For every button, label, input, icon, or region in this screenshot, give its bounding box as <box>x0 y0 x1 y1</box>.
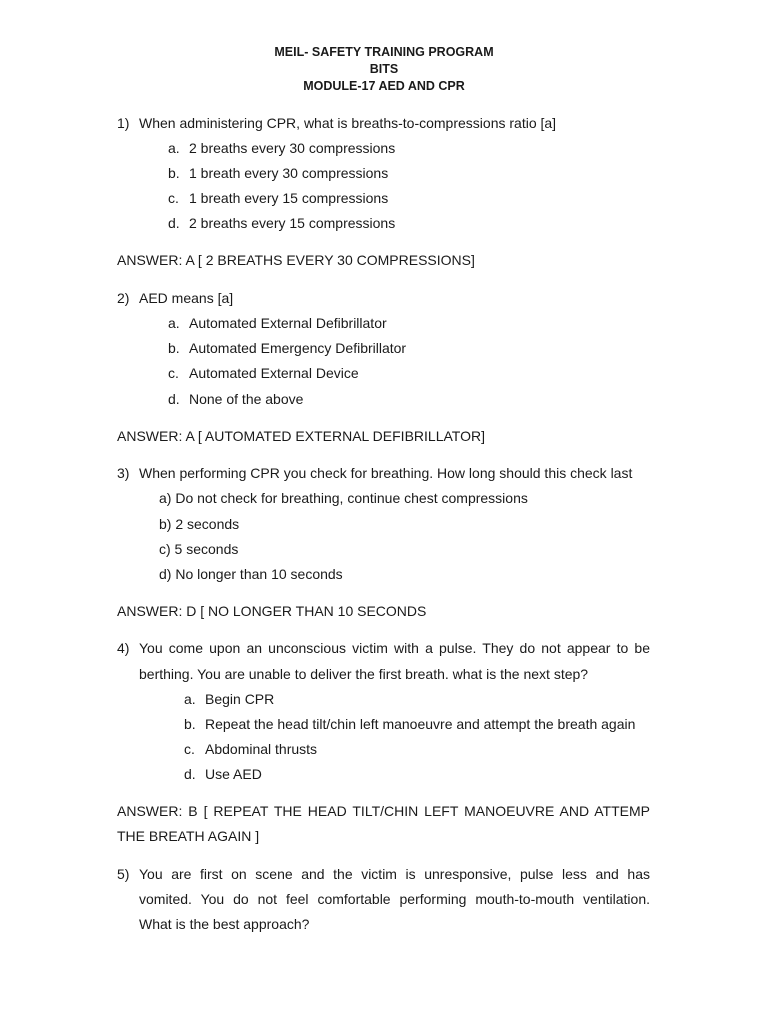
option-text: Repeat the head tilt/chin left manoeuvre and attempt the breath again <box>205 716 636 732</box>
answer-text: ANSWER: B [ REPEAT THE HEAD TILT/CHIN LEFT MANOEUVRE AND ATTEMP <box>117 803 650 819</box>
option-text: c) 5 seconds <box>159 541 239 557</box>
option-letter: a. <box>184 691 196 707</box>
option-letter: b. <box>184 716 196 732</box>
question-number: 1) <box>117 115 130 131</box>
option-letter: a. <box>168 315 180 331</box>
option-text: b) 2 seconds <box>159 516 240 532</box>
option-text: 2 breaths every 30 compressions <box>189 140 396 156</box>
question-number: 5) <box>117 866 130 882</box>
question-text: You come upon an unconscious victim with a pulse. They do not appear to be <box>139 640 650 656</box>
option-letter: d. <box>168 391 180 407</box>
institute-name: BITS <box>369 62 399 76</box>
option-text: d) No longer than 10 seconds <box>159 566 343 582</box>
option-letter: b. <box>168 165 180 181</box>
question-text: berthing. You are unable to deliver the first breath. what is the next step? <box>139 666 589 682</box>
option-letter: d. <box>168 215 180 231</box>
program-title: MEIL- SAFETY TRAINING PROGRAM <box>274 45 494 59</box>
question-text: What is the best approach? <box>139 916 310 932</box>
option-text: a) Do not check for breathing, continue chest compressions <box>159 490 528 506</box>
option-text: Automated External Defibrillator <box>189 315 387 331</box>
option-letter: c. <box>168 190 179 206</box>
option-text: 1 breath every 15 compressions <box>189 190 389 206</box>
question-text: When performing CPR you check for breathing. How long should this check last <box>139 465 633 481</box>
option-text: 1 breath every 30 compressions <box>189 165 389 181</box>
question-text: When administering CPR, what is breaths-to-compressions ratio [a] <box>139 115 557 131</box>
answer-text: ANSWER: D [ NO LONGER THAN 10 SECONDS <box>117 603 427 619</box>
question-number: 4) <box>117 640 130 656</box>
option-letter: c. <box>168 365 179 381</box>
option-letter: d. <box>184 766 196 782</box>
answer-text: ANSWER: A [ 2 BREATHS EVERY 30 COMPRESSIONS] <box>117 252 475 268</box>
question-text: You are first on scene and the victim is unresponsive, pulse less and has <box>139 866 650 882</box>
option-text: Abdominal thrusts <box>205 741 318 757</box>
option-letter: c. <box>184 741 195 757</box>
question-text: AED means [a] <box>139 290 234 306</box>
option-text: Automated Emergency Defibrillator <box>189 340 407 356</box>
question-number: 2) <box>117 290 130 306</box>
module-title: MODULE-17 AED AND CPR <box>303 79 465 93</box>
option-letter: a. <box>168 140 180 156</box>
option-text: 2 breaths every 15 compressions <box>189 215 396 231</box>
option-text: Automated External Device <box>189 365 359 381</box>
question-text: vomited. You do not feel comfortable performing mouth-to-mouth ventilation. <box>139 891 650 907</box>
answer-text: THE BREATH AGAIN ] <box>117 828 260 844</box>
option-letter: b. <box>168 340 180 356</box>
option-text: None of the above <box>189 391 304 407</box>
option-text: Use AED <box>205 766 262 782</box>
question-number: 3) <box>117 465 130 481</box>
answer-text: ANSWER: A [ AUTOMATED EXTERNAL DEFIBRILLATOR] <box>117 428 485 444</box>
option-text: Begin CPR <box>205 691 275 707</box>
